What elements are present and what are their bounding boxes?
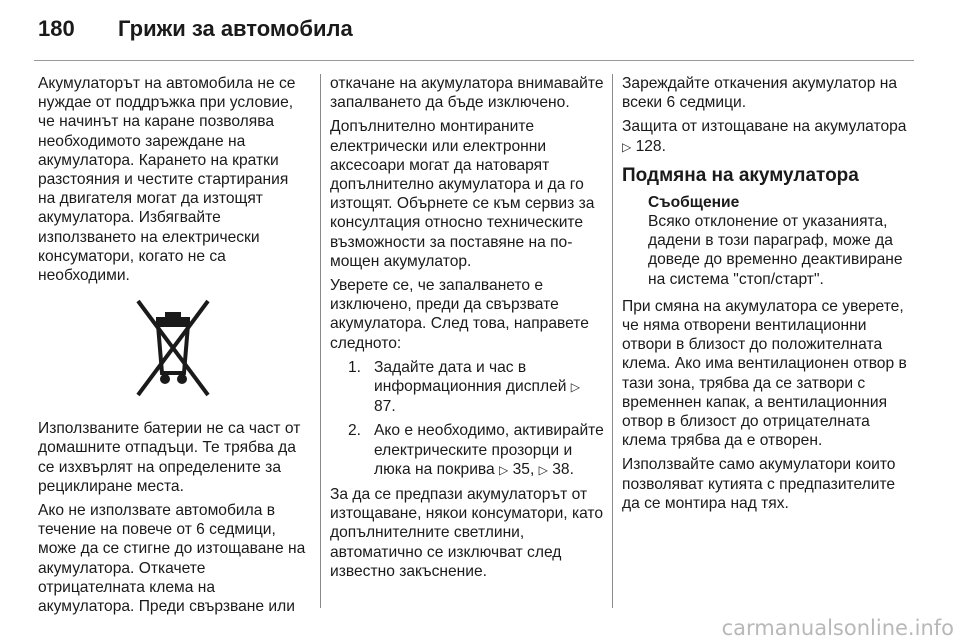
section-heading: Подмяна на акумулатора bbox=[622, 164, 859, 186]
column-divider-2 bbox=[612, 74, 613, 608]
notice-text: Всяко отклонение от указанията, дадени в този параграф, може да доведе до временно деактивиране на система "стоп/старт". bbox=[648, 213, 903, 288]
page-header bbox=[0, 0, 960, 62]
battery-disconnect-paragraph: Ако не използвате автомобила в течение на повече от 6 седмици, може да се стигне до изтощаване на акумулатора. Откачете отрицателната клема на акумулатора. Преди свързване или bbox=[38, 502, 306, 616]
page-reference-arrow-icon: ▷ bbox=[499, 462, 509, 477]
ignition-off-paragraph: откачане на акумулатора внимавайте запалването да бъде изключено. bbox=[330, 75, 604, 112]
battery-disposal-paragraph: Използваните батерии не са част от домашните отпадъци. Те трябва да се изхвърлят на определените за рециклиране места. bbox=[38, 420, 301, 495]
column-divider-1 bbox=[320, 74, 321, 608]
reconnect-steps-list bbox=[330, 358, 604, 480]
page-reference-arrow-icon: ▷ bbox=[570, 380, 581, 395]
page-title: Грижи за автомобила bbox=[118, 16, 353, 41]
column-3 bbox=[622, 74, 912, 518]
battery-maintenance-paragraph: Акумулаторът на автомобила не се нуждае от поддръжка при условие, че начинът на каране позволява необходимото зареждане на акумулатора. Карането на кратки разстояния и честите стартирания на двигателя могат да изтощят акумулатора. Избягвайте използването на електрически консуматори, когато не са необходими. bbox=[38, 75, 296, 285]
column-2 bbox=[330, 74, 604, 586]
page-reference-link[interactable]: 38. bbox=[552, 460, 574, 478]
notice-box bbox=[622, 193, 912, 289]
column-1 bbox=[38, 74, 308, 621]
page-reference-link[interactable]: 87. bbox=[374, 398, 396, 416]
accessories-paragraph: Допълнително монтираните електрически или електронни аксесоари могат да натоварят допълнително акумулатора и да го изтощят. Обърнете се към сервиз за консултация относно техническите възможности за поставяне на по-мощен акумулатор. bbox=[330, 118, 595, 270]
notice-title: Съобщение bbox=[648, 193, 740, 211]
fuse-box-paragraph: Използвайте само акумулатори които позволяват кутията с предпазителите да се монтира над тях. bbox=[622, 456, 896, 512]
list-item: 1. Задайте дата и час в информационния дисплей ▷ 87. bbox=[348, 358, 581, 416]
page-number: 180 bbox=[38, 16, 75, 41]
replacement-vents-paragraph: При смяна на акумулатора се уверете, че няма отворени вентилационни отвори в близост до положителната клема. Ако има вентилационен отвор в тази зона, трябва да се затвори с временнен капак, а вентилационния отвор в близост до отрицателната клема трябва да е отворен. bbox=[622, 297, 907, 450]
reconnect-instructions-paragraph: Уверете се, че запалването е изключено, преди да свързвате акумулатора. След това, направете следното: bbox=[330, 277, 589, 352]
recharge-paragraph: Зареждайте откачения акумулатор на всеки 6 седмици. bbox=[622, 75, 898, 112]
drain-protection-reference: Защита от изтощаване на акумулатора ▷ 128. bbox=[622, 118, 907, 155]
drain-protection-paragraph: За да се предпази акумулаторът от изтощаване, някои консуматори, като допълнителните светлини, автоматично се изключват след известно закъснение. bbox=[330, 486, 604, 580]
watermark-logo: carmanualsonline.info bbox=[721, 616, 954, 640]
page-reference-link[interactable]: 128. bbox=[635, 137, 666, 155]
crossed-out-wheelie-bin-icon bbox=[38, 297, 308, 403]
page-reference-link[interactable]: 35, bbox=[512, 460, 535, 478]
list-item: 2. Ако е необходимо, активирайте електрическите прозорци и люка на покрива ▷ 35, ▷ 38. bbox=[348, 422, 604, 478]
page-reference-arrow-icon: ▷ bbox=[622, 139, 632, 154]
page-reference-arrow-icon: ▷ bbox=[538, 462, 548, 477]
header-divider bbox=[34, 60, 914, 61]
